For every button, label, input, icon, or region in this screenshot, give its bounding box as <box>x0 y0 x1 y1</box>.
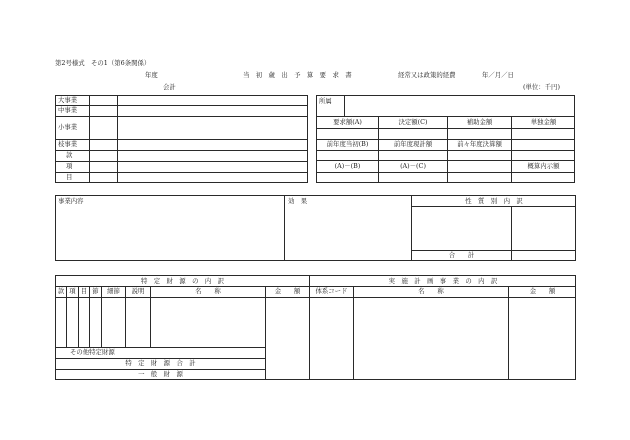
nature-total-label: 合 計 <box>448 251 475 260</box>
col-plan-amount: 金 額 <box>529 287 556 296</box>
department-label: 所属 <box>319 96 332 105</box>
diff-a-c-label: (A)－(C) <box>400 161 426 170</box>
row-mid-project: 中事業 <box>58 106 78 115</box>
other-specific-funding: その他特定財源 <box>70 348 115 357</box>
subsidy-amount-label: 補助金額 <box>466 117 493 126</box>
requested-amount-label: 要求額(A) <box>333 117 362 126</box>
prior-year-current-label: 前年度現計額 <box>393 140 433 149</box>
col-amount: 金 額 <box>274 287 301 296</box>
general-funding: 一 般 財 源 <box>138 370 183 379</box>
project-content-label: 事業内容 <box>58 196 84 205</box>
specific-funding-total: 特 定 財 源 合 計 <box>125 359 196 368</box>
fiscal-year-label: 年度 <box>145 71 158 79</box>
col-system-code: 体系コード <box>315 287 348 296</box>
col-kou: 項 <box>69 287 76 296</box>
col-saisetsu: 細節 <box>107 287 120 296</box>
row-branch-project: 枝事業 <box>58 140 78 149</box>
col-name: 名 称 <box>195 287 221 296</box>
form-number: 第2号様式 その1（第6条関係） <box>55 59 151 67</box>
col-kan: 款 <box>57 287 65 296</box>
effect-label: 効 果 <box>288 196 308 205</box>
two-years-prior-settlement-label: 前々年度決算額 <box>457 140 502 149</box>
col-setsu: 節 <box>92 287 99 296</box>
col-plan-name: 名 称 <box>418 287 444 296</box>
row-large-project: 大事業 <box>58 95 78 104</box>
row-small-project: 小事業 <box>58 123 78 132</box>
prior-year-initial-label: 前年度当初(B) <box>326 140 369 149</box>
row-kan: 款 <box>66 151 73 160</box>
plan-breakdown-title: 実 施 計 画 事 業 の 内 訳 <box>388 276 498 285</box>
form-title: 当 初 歳 出 予 算 要 求 書 <box>243 71 352 79</box>
expense-type-label: 経常又は政策的経費 <box>398 71 456 79</box>
col-moku: 目 <box>80 287 88 296</box>
col-explanation: 説明 <box>131 287 145 296</box>
independent-amount-label: 単独金額 <box>530 117 557 126</box>
date-label: 年／月／日 <box>482 71 514 79</box>
decided-amount-label: 決定額(C) <box>398 117 428 126</box>
diff-a-b-label: (A)－(B) <box>334 161 361 170</box>
row-moku: 目 <box>66 173 73 182</box>
row-kou: 項 <box>66 162 73 171</box>
nature-breakdown-label: 性 質 別 内 訳 <box>465 196 523 205</box>
unit-label: (単位：千円) <box>523 83 560 91</box>
provisional-budget-label: 概算内示額 <box>527 161 560 170</box>
account-label: 会計 <box>163 83 176 91</box>
specific-funding-title: 特 定 財 源 の 内 訳 <box>140 276 225 285</box>
